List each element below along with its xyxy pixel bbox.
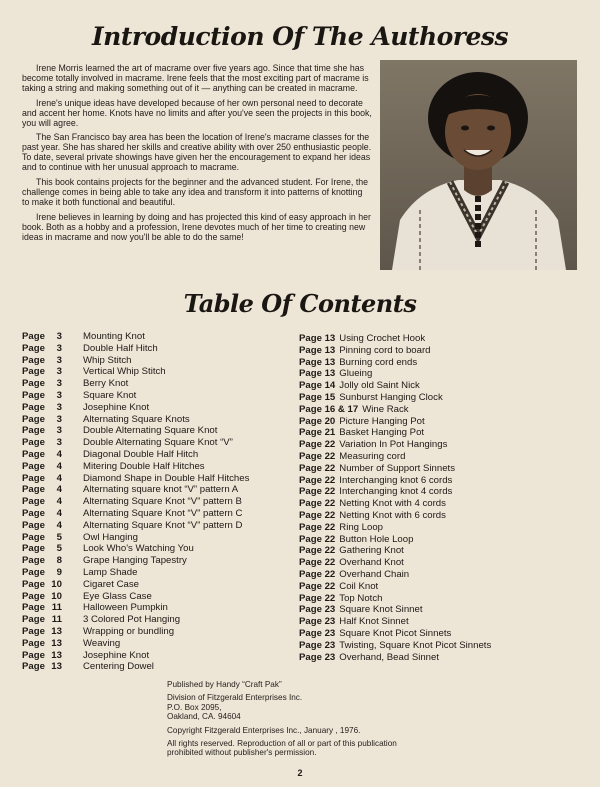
toc-entry: [22, 638, 292, 650]
toc-entry: [22, 508, 292, 520]
toc-entry-page: Page 22: [299, 439, 336, 451]
toc-entry: [22, 567, 292, 579]
toc-entry-title: Picture Hanging Pot: [339, 415, 425, 427]
toc-entry-page: Page 13: [22, 637, 62, 649]
toc-entry: [299, 333, 594, 345]
toc-entry-page: Page 5: [22, 543, 62, 555]
copyright-line: Copyright Fitzgerald Enterprises Inc., January , 1976.: [167, 725, 361, 735]
toc-entry-title: Halloween Pumpkin: [83, 602, 168, 614]
toc-entry: [22, 579, 292, 591]
toc-entry-title: Netting Knot with 4 cords: [339, 498, 446, 510]
toc-entry-page: Page 3: [22, 401, 62, 413]
toc-entry-page: Page 22: [299, 474, 336, 486]
toc-entry-title: Sunburst Hanging Clock: [339, 391, 443, 403]
toc-entry: [299, 604, 594, 616]
toc-entry-title: Alternating square knot “V” pattern A: [83, 484, 239, 496]
toc-entry-title: Josephine Knot: [83, 649, 150, 661]
toc-entry-title: Top Notch: [339, 592, 383, 604]
toc-entry-page: Page 23: [299, 604, 336, 616]
toc-entry: [299, 652, 594, 664]
toc-entry-page: Page 3: [22, 354, 62, 366]
toc-entry-title: Owl Hanging: [83, 531, 138, 543]
toc-entry: [299, 404, 594, 416]
toc-entry-title: Overhand Chain: [339, 568, 410, 580]
toc-entry-page: Page 9: [22, 566, 62, 578]
intro-paragraph: The San Francisco bay area has been the location of Irene's macrame classes for the past year. She has shared her skills and creative ability with over 250 enthusiastic people. To date, several private showings have given her the encouragement to expand her ideas and to continue with her unusual approach to macrame.: [22, 132, 372, 173]
toc-entry-title: Diamond Shape in Double Half Hitches: [83, 472, 250, 484]
toc-entry-page: Page 3: [22, 389, 62, 401]
toc-entry: [299, 640, 594, 652]
toc-entry: [299, 545, 594, 557]
toc-entry: [22, 520, 292, 532]
toc-entry-page: Page 22: [299, 533, 336, 545]
toc-entry-title: Burning cord ends: [339, 356, 418, 368]
toc-entry-page: Page 13: [299, 368, 336, 380]
toc-entry: [299, 486, 594, 498]
toc-entry-page: Page 14: [299, 380, 336, 392]
toc-entry: [22, 461, 292, 473]
toc-entry-title: Cigaret Case: [83, 578, 139, 590]
toc-entry: [22, 626, 292, 638]
toc-entry-page: Page 3: [22, 413, 62, 425]
publisher-division: Division of Fitzgerald Enterprises Inc.: [167, 693, 303, 703]
author-photo: [380, 60, 577, 270]
toc-entry: [22, 355, 292, 367]
toc-entry-page: Page 22: [299, 557, 336, 569]
toc-entry-title: Twisting, Square Knot Picot Sinnets: [339, 639, 492, 651]
intro-paragraph: Irene's unique ideas have developed because of her own personal need to decorate and accent her home. Knots have no limits and after you've seen the projects in this book, you will agree.: [22, 97, 372, 128]
toc-entry-page: Page 13: [22, 661, 62, 673]
toc-entry-title: Interchanging knot 4 cords: [339, 486, 453, 498]
toc-entry: [299, 498, 594, 510]
toc-entry: [22, 543, 292, 555]
toc-entry: [22, 532, 292, 544]
intro-paragraph: Irene Morris learned the art of macrame over five years ago. Since that time she has become totally involved in macrame. Irene feels that the most exciting part of macrame is taking a string and making something out of it — anything can be created in macrame.: [22, 63, 369, 93]
toc-entry-page: Page 22: [299, 486, 336, 498]
toc-entry-title: Measuring cord: [339, 450, 406, 462]
toc-entry-title: Pinning cord to board: [339, 344, 431, 356]
toc-entry-page: Page 22: [299, 450, 336, 462]
toc-entry-title: Coil Knot: [339, 580, 379, 592]
author-portrait-illustration: [380, 60, 577, 270]
toc-left-column: [22, 331, 292, 673]
toc-entry: [22, 378, 292, 390]
toc-entry: [299, 557, 594, 569]
toc-entry-title: Square Knot Picot Sinnets: [339, 627, 452, 639]
toc-entry-title: Gathering Knot: [339, 545, 404, 557]
toc-entry-title: Basket Hanging Pot: [339, 427, 425, 439]
intro-paragraph: This book contains projects for the beginner and the advanced student. For Irene, the challenge comes in being able to take any idea and transform it into patterns of knotting to make it both functional and beautiful.: [22, 177, 369, 207]
publisher-city: Oakland, CA. 94604: [167, 712, 241, 722]
toc-entry-page: Page 20: [299, 415, 336, 427]
toc-entry: [299, 380, 594, 392]
toc-entry-page: Page 4: [22, 507, 62, 519]
toc-entry-page: Page 11: [22, 602, 62, 614]
toc-entry-title: Half Knot Sinnet: [339, 616, 409, 628]
publisher-info: [167, 680, 467, 758]
toc-entry-title: Double Alternating Square Knot “V”: [83, 437, 233, 449]
toc-entry-page: Page 4: [22, 496, 62, 508]
toc-entry-title: Using Crochet Hook: [339, 333, 426, 344]
toc-entry: [22, 390, 292, 402]
toc-entry: [299, 534, 594, 546]
toc-entry: [22, 555, 292, 567]
toc-entry-title: Eye Glass Case: [83, 590, 152, 602]
toc-entry-title: Mitering Double Half Hitches: [83, 460, 205, 472]
toc-title: Table Of Contents: [183, 289, 417, 318]
toc-entry-page: Page 8: [22, 555, 62, 567]
toc-entry-title: Netting Knot with 6 cords: [339, 509, 446, 521]
toc-entry-page: Page 4: [22, 519, 62, 531]
toc-entry-page: Page 13: [299, 333, 336, 344]
toc-entry-page: Page 16 & 17: [299, 403, 359, 415]
toc-entry: [299, 451, 594, 463]
toc-entry-page: Page 22: [299, 592, 336, 604]
toc-entry: [22, 331, 292, 343]
toc-entry-title: Mounting Knot: [83, 331, 145, 342]
toc-entry-title: Ring Loop: [339, 521, 384, 533]
toc-entry: [299, 416, 594, 428]
toc-entry: [22, 602, 292, 614]
toc-entry-title: Double Half Hitch: [83, 342, 158, 354]
toc-entry: [299, 522, 594, 534]
toc-entry: [299, 616, 594, 628]
toc-entry-page: Page 23: [299, 616, 336, 628]
toc-entry-page: Page 22: [299, 498, 336, 510]
toc-entry-page: Page 22: [299, 568, 336, 580]
intro-text: [22, 64, 372, 248]
toc-entry-page: Page 4: [22, 460, 62, 472]
toc-entry-page: Page 4: [22, 472, 62, 484]
toc-entry-title: Square Knot Sinnet: [339, 604, 423, 616]
toc-entry: [299, 439, 594, 451]
toc-entry-page: Page 10: [22, 590, 62, 602]
toc-entry: [299, 593, 594, 605]
toc-entry-title: Double Alternating Square Knot: [83, 425, 218, 437]
toc-entry-page: Page 22: [299, 521, 336, 533]
toc-entry-page: Page 11: [22, 614, 62, 626]
toc-entry-page: Page 22: [299, 545, 336, 557]
toc-entry-page: Page 13: [22, 649, 62, 661]
toc-entry-page: Page 10: [22, 578, 62, 590]
toc-entry: [22, 366, 292, 378]
toc-entry-title: Button Hole Loop: [339, 533, 414, 545]
toc-entry: [22, 496, 292, 508]
publisher-po-box: P.O. Box 2095,: [167, 702, 222, 712]
toc-entry-page: Page 22: [299, 462, 336, 474]
toc-entry-page: Page 3: [22, 425, 62, 437]
toc-entry: [299, 463, 594, 475]
toc-entry-title: Josephine Knot: [83, 401, 150, 413]
toc-entry-page: Page 23: [299, 627, 336, 639]
toc-entry: [22, 402, 292, 414]
toc-entry: [22, 343, 292, 355]
toc-entry-title: Alternating Square Knots: [83, 413, 190, 425]
toc-entry: [22, 650, 292, 662]
toc-entry-page: Page 21: [299, 427, 336, 439]
toc-entry-title: Diagonal Double Half Hitch: [83, 448, 199, 460]
toc-entry: [299, 427, 594, 439]
toc-entry-title: Square Knot: [83, 389, 137, 401]
toc-right-column: [299, 333, 594, 663]
rights-line-1: All rights reserved. Reproduction of all or part of this publication: [167, 739, 397, 749]
toc-entry: [22, 437, 292, 449]
toc-entry: [299, 475, 594, 487]
toc-entry-title: Alternating Square Knot “V” pattern C: [83, 507, 243, 519]
toc-entry: [22, 661, 292, 673]
page-title: Introduction Of The Authoress: [91, 22, 509, 51]
toc-entry: [22, 449, 292, 461]
toc-entry-page: Page 3: [22, 437, 62, 449]
toc-entry-title: Wrapping or bundling: [83, 625, 175, 637]
toc-entry-page: Page 3: [22, 331, 62, 342]
toc-entry-title: Glueing: [339, 368, 373, 380]
toc-entry-page: Page 3: [22, 378, 62, 390]
toc-entry-title: Grape Hanging Tapestry: [83, 555, 187, 567]
toc-entry-title: Weaving: [83, 637, 121, 649]
toc-entry-page: Page 15: [299, 391, 336, 403]
toc-entry-page: Page 4: [22, 448, 62, 460]
toc-entry: [22, 591, 292, 603]
toc-entry-title: Look Who's Watching You: [83, 543, 194, 555]
toc-entry-title: Overhand Knot: [339, 557, 404, 569]
toc-entry-page: Page 23: [299, 651, 336, 663]
toc-entry: [22, 414, 292, 426]
toc-entry-page: Page 22: [299, 580, 336, 592]
toc-entry-title: Centering Dowel: [83, 661, 154, 673]
toc-entry-page: Page 13: [299, 344, 336, 356]
toc-entry-title: Vertical Whip Stitch: [83, 366, 166, 378]
toc-entry: [299, 392, 594, 404]
toc-entry: [299, 628, 594, 640]
toc-entry: [299, 357, 594, 369]
toc-entry: [22, 484, 292, 496]
toc-entry: [299, 510, 594, 522]
toc-entry: [299, 581, 594, 593]
toc-entry-title: Alternating Square Knot “V” pattern D: [83, 519, 243, 531]
toc-entry-title: Lamp Shade: [83, 566, 138, 578]
toc-entry: [22, 425, 292, 437]
toc-entry: [22, 614, 292, 626]
published-by: Published by Handy “Craft Pak”: [167, 680, 282, 689]
toc-entry: [299, 345, 594, 357]
toc-entry-page: Page 23: [299, 639, 336, 651]
toc-entry-title: Number of Support Sinnets: [339, 462, 456, 474]
toc-entry: [299, 569, 594, 581]
page-number: 2: [297, 768, 303, 778]
toc-entry-page: Page 5: [22, 531, 62, 543]
toc-entry-page: Page 13: [22, 625, 62, 637]
toc-entry-page: Page 3: [22, 366, 62, 378]
toc-entry-page: Page 3: [22, 342, 62, 354]
toc-entry: [22, 473, 292, 485]
toc-entry: [299, 368, 594, 380]
toc-entry-title: Jolly old Saint Nick: [339, 380, 420, 392]
toc-entry-title: Variation In Pot Hangings: [339, 439, 448, 451]
toc-entry-title: Wine Rack: [362, 403, 409, 415]
toc-entry-title: Interchanging knot 6 cords: [339, 474, 453, 486]
toc-entry-title: Alternating Square Knot “V” pattern B: [83, 496, 242, 508]
toc-entry-title: Berry Knot: [83, 378, 129, 390]
intro-paragraph: Irene believes in learning by doing and has projected this kind of easy approach in her book. Both as a hobby and a profession, Irene devotes much of her time to creating new ideas in macrame and now you'll be able to do the same!: [22, 211, 371, 242]
rights-line-2: prohibited without publisher's permission.: [167, 748, 317, 758]
toc-entry-page: Page 4: [22, 484, 62, 496]
toc-entry-page: Page 22: [299, 509, 336, 521]
toc-entry-title: Whip Stitch: [83, 354, 132, 366]
toc-entry-page: Page 13: [299, 356, 336, 368]
toc-entry-title: 3 Colored Pot Hanging: [83, 614, 181, 626]
toc-entry-title: Overhand, Bead Sinnet: [339, 651, 440, 663]
